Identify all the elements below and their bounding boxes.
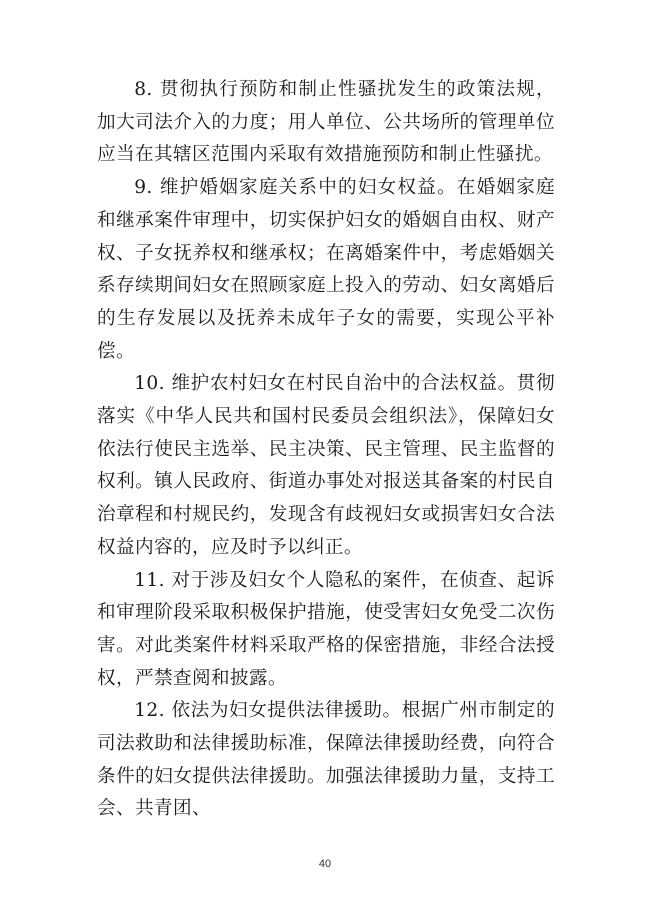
page-number: 40	[318, 858, 332, 870]
paragraph-item-10: 10. 维护农村妇女在村民自治中的合法权益。贯彻落实《中华人民共和国村民委员会组织法》，保障妇女依法行使民主选举、民主决策、民主管理、民主监督的权利。镇人民政府、街道办事处对报送其备案的村民自治章程和村规民约，发现含有歧视妇女或损害妇女合法权益内容的，应及时予以纠正。	[97, 373, 555, 558]
paragraph-item-9: 9. 维护婚姻家庭关系中的妇女权益。在婚姻家庭和继承案件审理中，切实保护妇女的婚姻自由权、财产权、子女抚养权和继承权；在离婚案件中，考虑婚姻关系存续期间妇女在照顾家庭上投入的劳动、妇女离婚后的生存发展以及抚养未成年子女的需要，实现公平补偿。	[97, 177, 555, 362]
document-page-body	[97, 74, 555, 826]
paragraph-item-8: 8. 贯彻执行预防和制止性骚扰发生的政策法规，加大司法介入的力度；用人单位、公共场所的管理单位应当在其辖区范围内采取有效措施预防和制止性骚扰。	[97, 79, 555, 166]
paragraph-item-11: 11. 对于涉及妇女个人隐私的案件，在侦查、起诉和审理阶段采取积极保护措施，使受害妇女免受二次伤害。对此类案件材料采取严格的保密措施，非经合法授权，严禁查阅和披露。	[97, 569, 555, 689]
paragraph-item-12: 12. 依法为妇女提供法律援助。根据广州市制定的司法救助和法律援助标准，保障法律援助经费，向符合条件的妇女提供法律援助。加强法律援助力量，支持工会、共青团、	[97, 700, 555, 820]
